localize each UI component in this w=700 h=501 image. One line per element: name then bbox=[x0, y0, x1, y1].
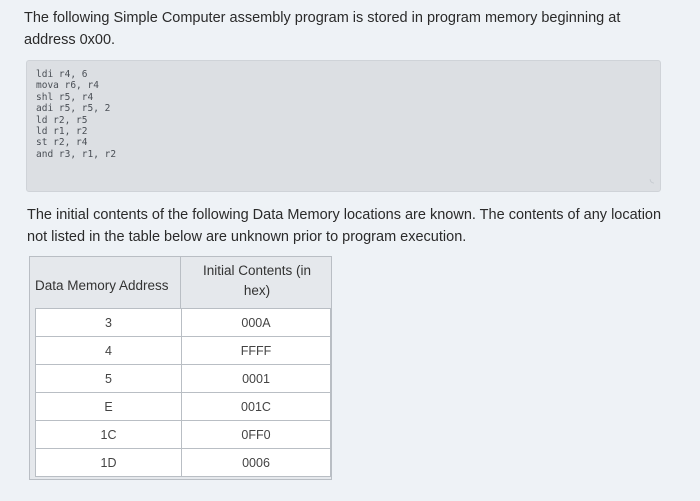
data-memory-paragraph bbox=[27, 204, 667, 248]
intro-line-2: address 0x00. bbox=[24, 32, 116, 48]
contents-cell: 0FF0 bbox=[182, 421, 331, 449]
address-cell: 4 bbox=[36, 337, 182, 365]
address-cell: 5 bbox=[36, 365, 182, 393]
contents-cell: 000A bbox=[182, 309, 331, 337]
code-line: ld r1, r2 bbox=[36, 126, 88, 138]
header-contents-line-2: hex) bbox=[243, 283, 271, 298]
code-line: ldi r4, 6 bbox=[36, 69, 88, 80]
code-line: mova r6, r4 bbox=[36, 80, 99, 92]
header-contents bbox=[184, 261, 330, 309]
header-contents-line-1: Initial Contents (in bbox=[202, 263, 312, 278]
table-row bbox=[36, 393, 331, 421]
code-line: adi r5, r5, 2 bbox=[36, 103, 111, 115]
address-cell: 1C bbox=[36, 421, 182, 449]
address-cell: E bbox=[36, 393, 182, 421]
table-row bbox=[36, 309, 331, 337]
resize-handle-icon[interactable]: ◟ bbox=[649, 173, 654, 185]
table-row bbox=[36, 365, 331, 393]
address-cell: 1D bbox=[36, 449, 182, 477]
code-line: shl r5, r4 bbox=[36, 91, 94, 103]
contents-cell: 0001 bbox=[182, 365, 331, 393]
intro-line-1: The following Simple Computer assembly program is stored in program memory beginning at bbox=[24, 10, 621, 26]
paragraph2-line-1: The initial contents of the following Data Memory locations are known. The contents of any location bbox=[27, 207, 662, 223]
header-divider bbox=[180, 257, 181, 309]
table-row bbox=[36, 337, 331, 365]
address-cell: 3 bbox=[36, 309, 182, 337]
code-lines bbox=[36, 69, 116, 160]
table-row bbox=[36, 421, 331, 449]
code-line: ld r2, r5 bbox=[36, 114, 88, 126]
header-address: Data Memory Address bbox=[35, 278, 169, 293]
code-line: and r3, r1, r2 bbox=[36, 148, 117, 160]
contents-cell: 001C bbox=[182, 393, 331, 421]
code-line: st r2, r4 bbox=[36, 137, 88, 149]
intro-paragraph bbox=[24, 7, 664, 51]
contents-cell: 0006 bbox=[182, 449, 331, 477]
code-block bbox=[26, 60, 661, 192]
paragraph2-line-2: not listed in the table below are unknown prior to program execution. bbox=[27, 229, 467, 245]
table-row bbox=[36, 449, 331, 477]
data-memory-table bbox=[29, 256, 332, 480]
data-grid bbox=[35, 308, 331, 477]
contents-cell: FFFF bbox=[182, 337, 331, 365]
